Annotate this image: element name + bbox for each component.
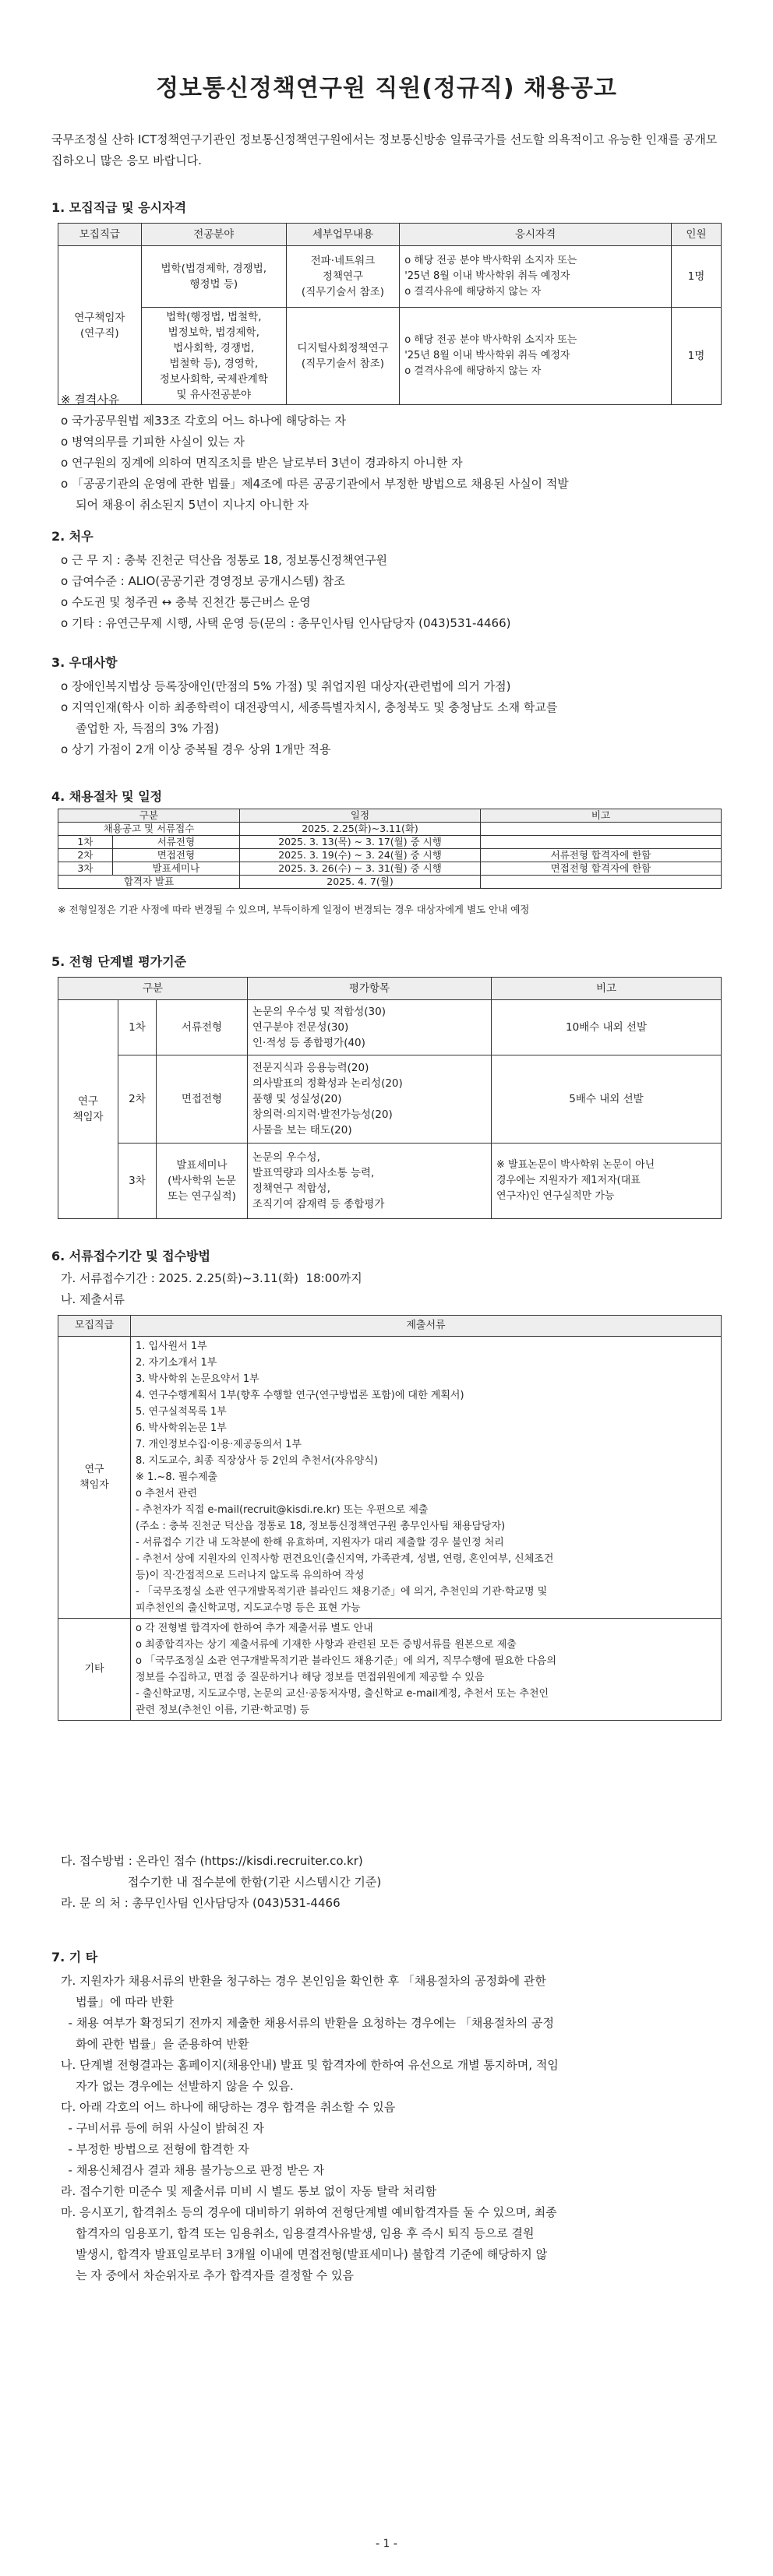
qual-cell: o 해당 전공 분야 박사학위 소지자 또는 '25년 8월 이내 박사학위 취득 예정자 o 결격사유에 해당하지 않는 자 bbox=[400, 308, 672, 405]
page-title: 정보통신정책연구원 직원(정규직) 채용공고 bbox=[156, 75, 617, 102]
section-6-title: 6. 서류접수기간 및 접수방법 bbox=[51, 1249, 210, 1263]
eval-items: 전문지식과 응용능력(20) 의사발표의 정확성과 논리성(20) 품행 및 성실성(20) 창의력·의지력·발전가능성(20) 사물을 보는 태도(20) bbox=[248, 1055, 492, 1144]
table-header: 응시자격 bbox=[400, 224, 672, 246]
table-header-row bbox=[58, 224, 722, 246]
eval-note: ※ 발표논문이 박사학위 논문이 아닌 경우에는 지원자가 제1저자(대표 연구자)인 연구실적만 가능 bbox=[492, 1144, 722, 1219]
docs-list: 1. 입사원서 1부 2. 자기소개서 1부 3. 박사학위 논문요약서 1부 4. 연구수행계획서 1부(향후 수행할 연구(연구방법론 포함)에 대한 계획서) 5. 연구실적목록 1부 6. 박사학위논문 1부 7. 개인정보수집·이용·제공동의서 1부 8. 지도교수, 최종 직장상사 등 2인의 추천서(자유양식) ※ 1.~8. 필수제출 o 추천서 관련 - 추천자가 직접 e-mail(recruit@kisdi.re.kr) 또는 우편으로 제출 (주소 : 충북 진천군 덕산읍 정통로 18, 정보통신정책연구원 총무인사팀 채용담당자) - 서류접수 기간 내 도착분에 한해 유효하며, 지원자가 대리 제출할 경우 불인정 처리 - 추천서 상에 지원자의 인적사항 편견요인(출신지역, 가족관계, 성별, 연령, 혼인여부, 신체조건 등)이 직·간접적으로 드러나지 않도록 유의하여 작성 - 「국무조정실 소관 연구개발목적기관 블라인드 채용기준」에 의거, 추천인의 기관·학교명 및 피추천인의 출신학교명, 지도교수명 등은 표현 가능 bbox=[131, 1337, 722, 1619]
major-cell: 법학(법경제학, 경쟁법, 행정법 등) bbox=[141, 246, 286, 308]
schedule-note bbox=[481, 836, 722, 849]
schedule-footnote: ※ 전형일정은 기관 사정에 따라 변경될 수 있으며, 부득이하게 일정이 변경되는 경우 대상자에게 별도 안내 예정 bbox=[58, 904, 530, 915]
text-line: - 구비서류 등에 허위 사실이 밝혀진 자 bbox=[61, 2121, 264, 2135]
count-cell: 1명 bbox=[671, 246, 721, 308]
text-line: 자가 없는 경우에는 선발하지 않을 수 있음. bbox=[61, 2079, 294, 2093]
schedule-name: 서류전형 bbox=[112, 836, 239, 849]
section-2-body bbox=[61, 550, 722, 634]
eval-step: 3차 bbox=[118, 1144, 157, 1219]
section-7-body bbox=[61, 1971, 722, 2286]
table-row bbox=[58, 1055, 722, 1144]
text-line: o 수도권 및 청주권 ↔ 충북 진천간 통근버스 운영 bbox=[61, 595, 311, 609]
text-line: - 채용신체검사 결과 채용 불가능으로 판정 받은 자 bbox=[61, 2163, 325, 2177]
text-line: 마. 응시포기, 합격취소 등의 경우에 대비하기 위하여 전형단계별 예비합격자를 둘 수 있으며, 최종 bbox=[61, 2205, 557, 2219]
text-line: 나. 단계별 전형결과는 홈페이지(채용안내) 발표 및 합격자에 한하여 유선으로 개별 통지하며, 적임 bbox=[61, 2058, 559, 2072]
docs-rank: 연구 책임자 bbox=[58, 1337, 131, 1619]
schedule-step: 1차 bbox=[58, 836, 113, 849]
text-line: 가. 지원자가 채용서류의 반환을 청구하는 경우 본인임을 확인한 후 「채용절차의 공정화에 관한 bbox=[61, 1974, 546, 1988]
text-line: o 지역인재(학사 이하 최종학력이 대전광역시, 세종특별자치시, 충청북도 및 충청남도 소재 학교를 bbox=[61, 700, 558, 714]
text-line: o 상기 가점이 2개 이상 중복될 경우 상위 1개만 적용 bbox=[61, 742, 331, 756]
text-line: 발생시, 합격자 발표일로부터 3개월 이내에 면접전형(발표세미나) 불합격 기준에 해당하지 않 bbox=[61, 2247, 548, 2261]
rank-cell: 연구책임자 (연구직) bbox=[58, 246, 142, 405]
schedule-note: 면접전형 합격자에 한함 bbox=[481, 862, 722, 876]
text-line: 접수기한 내 접수분에 한함(기관 시스템시간 기준) bbox=[61, 1875, 382, 1889]
text-line: 가. 서류접수기간 : 2025. 2.25(화)~3.11(화) 18:00까지 bbox=[61, 1271, 362, 1285]
text-line: o 급여수준 : ALIO(공공기관 경영정보 공개시스템) 참조 bbox=[61, 574, 345, 588]
eval-items: 논문의 우수성, 발표역량과 의사소통 능력, 정책연구 적합성, 조직기여 잠재력 등 종합평가 bbox=[248, 1144, 492, 1219]
note-line: o 「공공기관의 운영에 관한 법률」제4조에 따른 공공기관에서 부정한 방법으로 채용된 사실이 적발 bbox=[61, 477, 569, 491]
schedule-date: 2025. 3. 19(수) ~ 3. 24(월) 중 시행 bbox=[240, 849, 481, 862]
note-line: o 병역의무를 기피한 사실이 있는 자 bbox=[61, 435, 245, 449]
eval-rank: 연구 책임자 bbox=[58, 1000, 118, 1219]
text-line: o 근 무 지 : 충북 진천군 덕산읍 정통로 18, 정보통신정책연구원 bbox=[61, 553, 388, 567]
table-header: 전공분야 bbox=[141, 224, 286, 246]
schedule-date: 2025. 4. 7(월) bbox=[240, 876, 481, 889]
text-line: - 부정한 방법으로 전형에 합격한 자 bbox=[61, 2142, 249, 2156]
schedule-step: 2차 bbox=[58, 849, 113, 862]
duty-cell: 디지털사회정책연구 (직무기술서 참조) bbox=[286, 308, 399, 405]
application-method bbox=[61, 1851, 722, 1914]
schedule-name: 발표세미나 bbox=[112, 862, 239, 876]
table-row bbox=[58, 1000, 722, 1055]
section-5-title: 5. 전형 단계별 평가기준 bbox=[51, 954, 187, 969]
table-header: 비고 bbox=[481, 809, 722, 823]
table-row bbox=[58, 862, 722, 876]
note-line: o 연구원의 징계에 의하여 면직조치를 받은 날로부터 3년이 경과하지 아니한 자 bbox=[61, 456, 463, 470]
section-7-title: 7. 기 타 bbox=[51, 1950, 98, 1965]
eval-note: 10배수 내외 선발 bbox=[492, 1000, 722, 1055]
eval-step: 2차 bbox=[118, 1055, 157, 1144]
note-line: 되어 채용이 취소된지 5년이 지나지 아니한 자 bbox=[61, 498, 309, 512]
count-cell: 1명 bbox=[671, 308, 721, 405]
schedule-note bbox=[481, 823, 722, 836]
schedule-date: 2025. 2.25(화)~3.11(화) bbox=[240, 823, 481, 836]
table-row bbox=[58, 1144, 722, 1219]
table-header-row bbox=[58, 978, 722, 1000]
major-cell: 법학(행정법, 법철학, 법정보학, 법경제학, 법사회학, 경쟁법, 법철학 등), 경영학, 정보사회학, 국제관계학 및 유사전공분야 bbox=[141, 308, 286, 405]
section-2-title: 2. 처우 bbox=[51, 529, 94, 544]
docs-other-label: 기타 bbox=[58, 1619, 131, 1721]
schedule-date: 2025. 3. 26(수) ~ 3. 31(월) 중 시행 bbox=[240, 862, 481, 876]
text-line: 라. 접수기한 미준수 및 제출서류 미비 시 별도 통보 없이 자동 탈락 처리함 bbox=[61, 2184, 437, 2198]
text-line: o 기타 : 유연근무제 시행, 사택 운영 등(문의 : 총무인사팀 인사담당자 (043)531-4466) bbox=[61, 616, 511, 630]
eval-items: 논문의 우수성 및 적합성(30) 연구분야 전문성(30) 인·적성 등 종합평가(40) bbox=[248, 1000, 492, 1055]
table-header: 인원 bbox=[671, 224, 721, 246]
table-header: 모집직급 bbox=[58, 224, 142, 246]
page-number: - 1 - bbox=[376, 2538, 397, 2550]
text-line: 화에 관한 법률」을 준용하여 반환 bbox=[61, 2037, 249, 2051]
eval-name: 면접전형 bbox=[157, 1055, 248, 1144]
text-line: 다. 아래 각호의 어느 하나에 해당하는 경우 합격을 취소할 수 있음 bbox=[61, 2100, 396, 2114]
table-header: 구분 bbox=[58, 978, 248, 1000]
schedule-step: 채용공고 및 서류접수 bbox=[58, 823, 240, 836]
application-period bbox=[61, 1268, 722, 1310]
table-header: 구분 bbox=[58, 809, 240, 823]
table-header-row bbox=[58, 809, 722, 823]
table-header: 평가항목 bbox=[248, 978, 492, 1000]
eval-name: 서류전형 bbox=[157, 1000, 248, 1055]
text-line: o 장애인복지법상 등록장애인(만점의 5% 가점) 및 취업지원 대상자(관련법에 의거 가점) bbox=[61, 679, 511, 693]
table-row bbox=[58, 823, 722, 836]
evaluation-table bbox=[58, 977, 722, 1219]
eval-note: 5배수 내외 선발 bbox=[492, 1055, 722, 1144]
note-line: o 국가공무원법 제33조 각호의 어느 하나에 해당하는 자 bbox=[61, 414, 346, 428]
eval-step: 1차 bbox=[118, 1000, 157, 1055]
table-row bbox=[58, 246, 722, 308]
table-row bbox=[58, 1619, 722, 1721]
text-line: 라. 문 의 처 : 총무인사팀 인사담당자 (043)531-4466 bbox=[61, 1896, 341, 1910]
table-row bbox=[58, 836, 722, 849]
table-header: 세부업무내용 bbox=[286, 224, 399, 246]
table-header: 제출서류 bbox=[131, 1316, 722, 1337]
qualification-table bbox=[58, 223, 722, 405]
table-row bbox=[58, 876, 722, 889]
table-header: 일정 bbox=[240, 809, 481, 823]
schedule-note bbox=[481, 876, 722, 889]
duty-cell: 전파·네트워크 정책연구 (직무기술서 참조) bbox=[286, 246, 399, 308]
qual-cell: o 해당 전공 분야 박사학위 소지자 또는 '25년 8월 이내 박사학위 취득 예정자 o 결격사유에 해당하지 않는 자 bbox=[400, 246, 672, 308]
section-1-title: 1. 모집직급 및 응시자격 bbox=[51, 200, 187, 215]
disqualification-notes bbox=[61, 389, 722, 516]
text-line: 합격자의 임용포기, 합격 또는 임용취소, 임용결격사유발생, 임용 후 즉시 퇴직 등으로 결원 bbox=[61, 2226, 535, 2240]
schedule-step: 3차 bbox=[58, 862, 113, 876]
note-line: ※ 결격사유 bbox=[61, 393, 120, 407]
eval-name: 발표세미나 (박사학위 논문 또는 연구실적) bbox=[157, 1144, 248, 1219]
text-line: 는 자 중에서 차순위자로 추가 합격자를 결정할 수 있음 bbox=[61, 2268, 354, 2282]
table-header: 모집직급 bbox=[58, 1316, 131, 1337]
table-row bbox=[58, 1337, 722, 1619]
schedule-note: 서류전형 합격자에 한함 bbox=[481, 849, 722, 862]
text-line: 법률」에 따라 반환 bbox=[61, 1995, 175, 2009]
section-3-title: 3. 우대사항 bbox=[51, 655, 118, 670]
docs-other: o 각 전형별 합격자에 한하여 추가 제출서류 별도 안내 o 최종합격자는 상기 제출서류에 기재한 사항과 관련된 모든 증빙서류를 원본으로 제출 o 「국무조정실 소관 연구개발목적기관 블라인드 채용기준」에 의거, 직무수행에 필요한 다음의 정보를 수집하고, 면접 중 질문하거나 해당 정보를 면접위원에게 제공할 수 있음 - 출신학교명, 지도교수명, 논문의 교신·공동저자명, 출신학교 e-mail계정, 추천서 또는 추천인 관련 정보(추천인 이름, 기관·학교명) 등 bbox=[131, 1619, 722, 1721]
schedule-table bbox=[58, 809, 722, 889]
text-line: - 채용 여부가 확정되기 전까지 제출한 채용서류의 반환을 요청하는 경우에는 「채용절차의 공정 bbox=[61, 2016, 555, 2030]
documents-table bbox=[58, 1315, 722, 1721]
section-3-body bbox=[61, 676, 722, 760]
text-line: 졸업한 자, 득점의 3% 가점) bbox=[61, 721, 219, 735]
text-line: 다. 접수방법 : 온라인 접수 (https://kisdi.recruiter.co.kr) bbox=[61, 1854, 363, 1868]
schedule-date: 2025. 3. 13(목) ~ 3. 17(월) 중 시행 bbox=[240, 836, 481, 849]
section-4-title: 4. 채용절차 및 일정 bbox=[51, 789, 163, 804]
table-header: 비고 bbox=[492, 978, 722, 1000]
schedule-step: 합격자 발표 bbox=[58, 876, 240, 889]
schedule-name: 면접전형 bbox=[112, 849, 239, 862]
table-header-row bbox=[58, 1316, 722, 1337]
text-line: 나. 제출서류 bbox=[61, 1292, 125, 1306]
intro-text: 국무조정실 산하 ICT정책연구기관인 정보통신정책연구원에서는 정보통신방송 일류국가를 선도할 의욕적이고 유능한 인재를 공개모집하오니 많은 응모 바랍니다. bbox=[51, 132, 718, 167]
table-row bbox=[58, 849, 722, 862]
